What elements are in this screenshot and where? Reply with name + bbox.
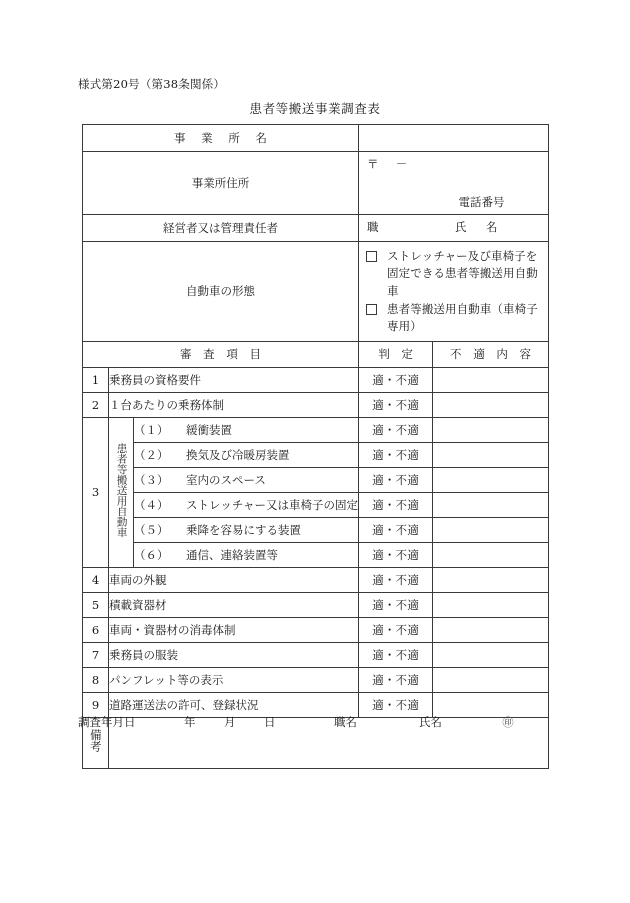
row-nonconformity[interactable] bbox=[433, 493, 549, 518]
sub-row-label: 通信、連絡装置等 bbox=[186, 547, 278, 562]
row-nonconformity[interactable] bbox=[433, 618, 549, 643]
form-number: 様式第20号（第38条関係） bbox=[78, 77, 226, 91]
row-item-label bbox=[134, 493, 359, 518]
row-nonconformity[interactable] bbox=[433, 518, 549, 543]
row-nonconformity[interactable] bbox=[433, 368, 549, 393]
row-judgement[interactable]: 適・不適 bbox=[359, 418, 433, 443]
row-vehicle-type bbox=[83, 242, 549, 342]
address-field-area bbox=[359, 152, 548, 214]
checkbox-list bbox=[359, 242, 548, 341]
sub-row-number: （１） bbox=[134, 422, 169, 437]
checkbox-option-2[interactable] bbox=[366, 301, 541, 336]
table-row bbox=[83, 518, 549, 543]
row-judgement[interactable]: 適・不適 bbox=[359, 543, 433, 568]
table-row bbox=[83, 393, 549, 418]
table-row bbox=[83, 368, 549, 393]
row-item-label bbox=[134, 543, 359, 568]
manager-field-area bbox=[359, 215, 548, 241]
row-office-address bbox=[83, 152, 549, 215]
row-number: 5 bbox=[83, 593, 109, 618]
checkbox-option-1[interactable] bbox=[366, 248, 541, 300]
survey-year-label[interactable]: 年 bbox=[184, 715, 196, 729]
row-judgement[interactable]: 適・不適 bbox=[359, 593, 433, 618]
sub-row-label: ストレッチャー又は車椅子の固定 bbox=[186, 497, 359, 512]
table-row bbox=[83, 668, 549, 693]
survey-date-label: 調査年月日 bbox=[78, 715, 136, 729]
manager-name-label: 氏 名 bbox=[455, 220, 502, 234]
inspector-name-label[interactable]: 氏名 bbox=[419, 715, 442, 729]
row-number: 2 bbox=[83, 393, 109, 418]
group3-vertical-label bbox=[109, 418, 134, 568]
row-item-label: 車両・資器材の消毒体制 bbox=[109, 618, 359, 643]
row-item-label: １台あたりの乗務体制 bbox=[109, 393, 359, 418]
vehicle-type-options bbox=[359, 242, 549, 342]
page-title: 患者等搬送事業調査表 bbox=[249, 101, 381, 116]
header-judgement: 判 定 bbox=[359, 342, 433, 368]
sub-row-number: （６） bbox=[134, 547, 169, 562]
sub-row-label: 換気及び冷暖房装置 bbox=[186, 447, 290, 462]
row-inspection-header bbox=[83, 342, 549, 368]
table-row bbox=[83, 543, 549, 568]
row-judgement[interactable]: 適・不適 bbox=[359, 668, 433, 693]
row-item-label bbox=[134, 443, 359, 468]
sub-row-number: （５） bbox=[134, 522, 169, 537]
table-row bbox=[83, 643, 549, 668]
row-judgement[interactable]: 適・不適 bbox=[359, 518, 433, 543]
checkbox-option-1-label: ストレッチャー及び車椅子を固定できる患者等搬送用自動車 bbox=[387, 249, 538, 298]
row-number-group3: 3 bbox=[83, 418, 109, 568]
manager-label: 経営者又は管理責任者 bbox=[83, 215, 359, 242]
table-row bbox=[83, 568, 549, 593]
row-nonconformity[interactable] bbox=[433, 468, 549, 493]
row-number: 9 bbox=[83, 693, 109, 718]
manager-value[interactable] bbox=[359, 215, 549, 242]
row-nonconformity[interactable] bbox=[433, 593, 549, 618]
zip-dash: － bbox=[395, 157, 408, 171]
row-item-label: 乗務員の資格要件 bbox=[109, 368, 359, 393]
office-address-label: 事業所住所 bbox=[83, 152, 359, 215]
row-nonconformity[interactable] bbox=[433, 443, 549, 468]
row-judgement[interactable]: 適・不適 bbox=[359, 618, 433, 643]
row-number: 7 bbox=[83, 643, 109, 668]
office-name-label: 事 業 所 名 bbox=[83, 125, 359, 152]
office-name-value[interactable] bbox=[359, 125, 549, 152]
row-manager bbox=[83, 215, 549, 242]
row-item-label: 道路運送法の許可、登録状況 bbox=[109, 693, 359, 718]
seal-icon: ㊞ bbox=[502, 716, 514, 729]
header-nonconformity: 不 適 内 容 bbox=[433, 342, 549, 368]
row-item-label: 積載資器材 bbox=[109, 593, 359, 618]
row-item-label: 車両の外観 bbox=[109, 568, 359, 593]
table-row bbox=[83, 468, 549, 493]
checkbox-icon[interactable] bbox=[366, 304, 377, 315]
row-item-label: 乗務員の服装 bbox=[109, 643, 359, 668]
vehicle-type-label: 自動車の形態 bbox=[83, 242, 359, 342]
row-judgement[interactable]: 適・不適 bbox=[359, 368, 433, 393]
sub-row-number: （４） bbox=[134, 497, 169, 512]
survey-month-label[interactable]: 月 bbox=[224, 715, 236, 729]
survey-day-label[interactable]: 日 bbox=[264, 715, 276, 729]
inspector-post-label[interactable]: 職名 bbox=[334, 715, 357, 729]
telephone-label: 電話番号 bbox=[458, 195, 505, 210]
row-judgement[interactable]: 適・不適 bbox=[359, 443, 433, 468]
row-judgement[interactable]: 適・不適 bbox=[359, 393, 433, 418]
row-judgement[interactable]: 適・不適 bbox=[359, 493, 433, 518]
row-judgement[interactable]: 適・不適 bbox=[359, 693, 433, 718]
row-nonconformity[interactable] bbox=[433, 668, 549, 693]
row-judgement[interactable]: 適・不適 bbox=[359, 643, 433, 668]
row-nonconformity[interactable] bbox=[433, 568, 549, 593]
checkbox-icon[interactable] bbox=[366, 251, 377, 262]
footer-signature-line bbox=[78, 714, 548, 730]
row-item-label bbox=[134, 468, 359, 493]
manager-post-label: 職 bbox=[367, 220, 379, 234]
survey-form-table bbox=[82, 124, 549, 769]
row-number: 8 bbox=[83, 668, 109, 693]
row-judgement[interactable]: 適・不適 bbox=[359, 568, 433, 593]
row-number: 6 bbox=[83, 618, 109, 643]
table-row bbox=[83, 443, 549, 468]
checkbox-option-2-label: 患者等搬送用自動車（車椅子専用） bbox=[387, 301, 538, 333]
row-item-label bbox=[134, 418, 359, 443]
table-row bbox=[83, 493, 549, 518]
row-nonconformity[interactable] bbox=[433, 643, 549, 668]
sub-row-number: （２） bbox=[134, 447, 169, 462]
zip-code-field[interactable] bbox=[367, 156, 425, 173]
group3-vertical-label-text: 患者等搬送用自動車 bbox=[115, 443, 128, 538]
table-row bbox=[83, 618, 549, 643]
row-nonconformity[interactable] bbox=[433, 543, 549, 568]
row-item-label: パンフレット等の表示 bbox=[109, 668, 359, 693]
remarks-label-text: 備考 bbox=[88, 729, 103, 753]
header-inspection-item: 審 査 項 目 bbox=[83, 342, 359, 368]
sub-row-label: 緩衝装置 bbox=[186, 422, 232, 437]
row-number: 4 bbox=[83, 568, 109, 593]
sub-row-label: 室内のスペース bbox=[186, 472, 266, 487]
table-row bbox=[83, 593, 549, 618]
row-judgement[interactable]: 適・不適 bbox=[359, 468, 433, 493]
sub-row-label: 乗降を容易にする装置 bbox=[186, 522, 301, 537]
row-number: 1 bbox=[83, 368, 109, 393]
office-address-value[interactable] bbox=[359, 152, 549, 215]
row-office-name bbox=[83, 125, 549, 152]
row-item-label bbox=[134, 518, 359, 543]
row-nonconformity[interactable] bbox=[433, 418, 549, 443]
zip-symbol: 〒 bbox=[367, 157, 379, 171]
table-row bbox=[83, 418, 549, 443]
sub-row-number: （３） bbox=[134, 472, 169, 487]
row-nonconformity[interactable] bbox=[433, 393, 549, 418]
